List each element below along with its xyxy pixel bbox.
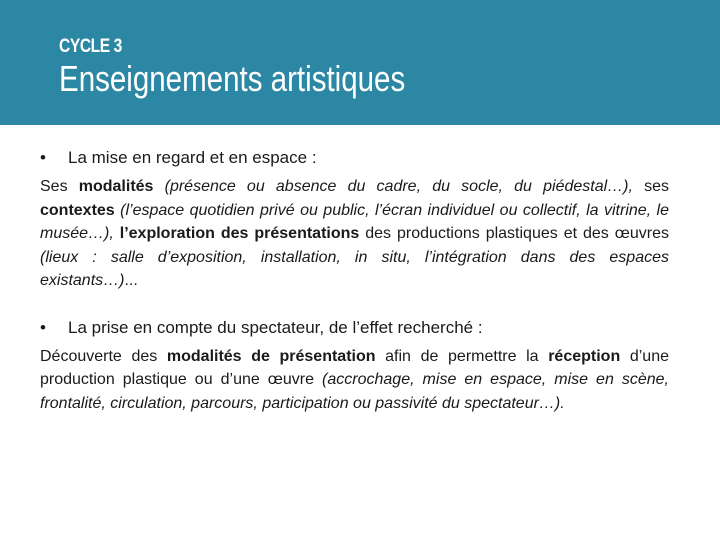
section-paragraph-2 [40, 345, 669, 416]
section-heading-text: La prise en compte du spectateur, de l’effet recherché : [68, 317, 483, 337]
page-title: Enseignements artistiques [59, 58, 406, 99]
paragraph-segment: des productions plastiques et des œuvres [359, 225, 669, 242]
paragraph-segment: (l’espace quotidien privé ou public, l’écran individuel ou collectif, la vitrine, le musée…), [40, 201, 669, 242]
paragraph-segment: d’une production plastique ou d’une œuvre [40, 347, 669, 388]
paragraph-segment: (présence ou absence du cadre, du socle, du piédestal…), [153, 178, 633, 195]
bullet-icon: • [40, 317, 46, 337]
section-heading-text: La mise en regard et en espace : [68, 148, 317, 167]
bullet-icon: • [40, 148, 46, 167]
paragraph-segment: (accrochage, mise en espace, mise en scène, frontalité, circulation, parcours, participation ou passivité du spectateur…). [40, 371, 669, 412]
cycle-label: CYCLE 3 [59, 36, 122, 57]
paragraph-segment: ses [632, 178, 670, 195]
paragraph-segment: afin de permettre la [375, 347, 549, 365]
paragraph-segment: (lieux : salle d’exposition, installation, in situ, l’intégration dans des espaces existants…) [40, 248, 669, 289]
paragraph-segment: modalités de présentation [166, 347, 376, 365]
paragraph-segment: contextes [40, 201, 115, 219]
paragraph-segment: Ses [40, 178, 79, 195]
paragraph-segment: ... [124, 272, 138, 289]
paragraph-segment: réception [548, 347, 621, 365]
header-banner [0, 0, 720, 125]
section-paragraph-1 [40, 175, 669, 293]
main-content [40, 146, 669, 415]
paragraph-segment: Découverte des [40, 347, 167, 365]
section-heading-2 [40, 316, 669, 340]
paragraph-segment: modalités [78, 178, 154, 195]
section-heading-1 [40, 146, 669, 170]
paragraph-segment: l’exploration des présentations [119, 225, 360, 242]
